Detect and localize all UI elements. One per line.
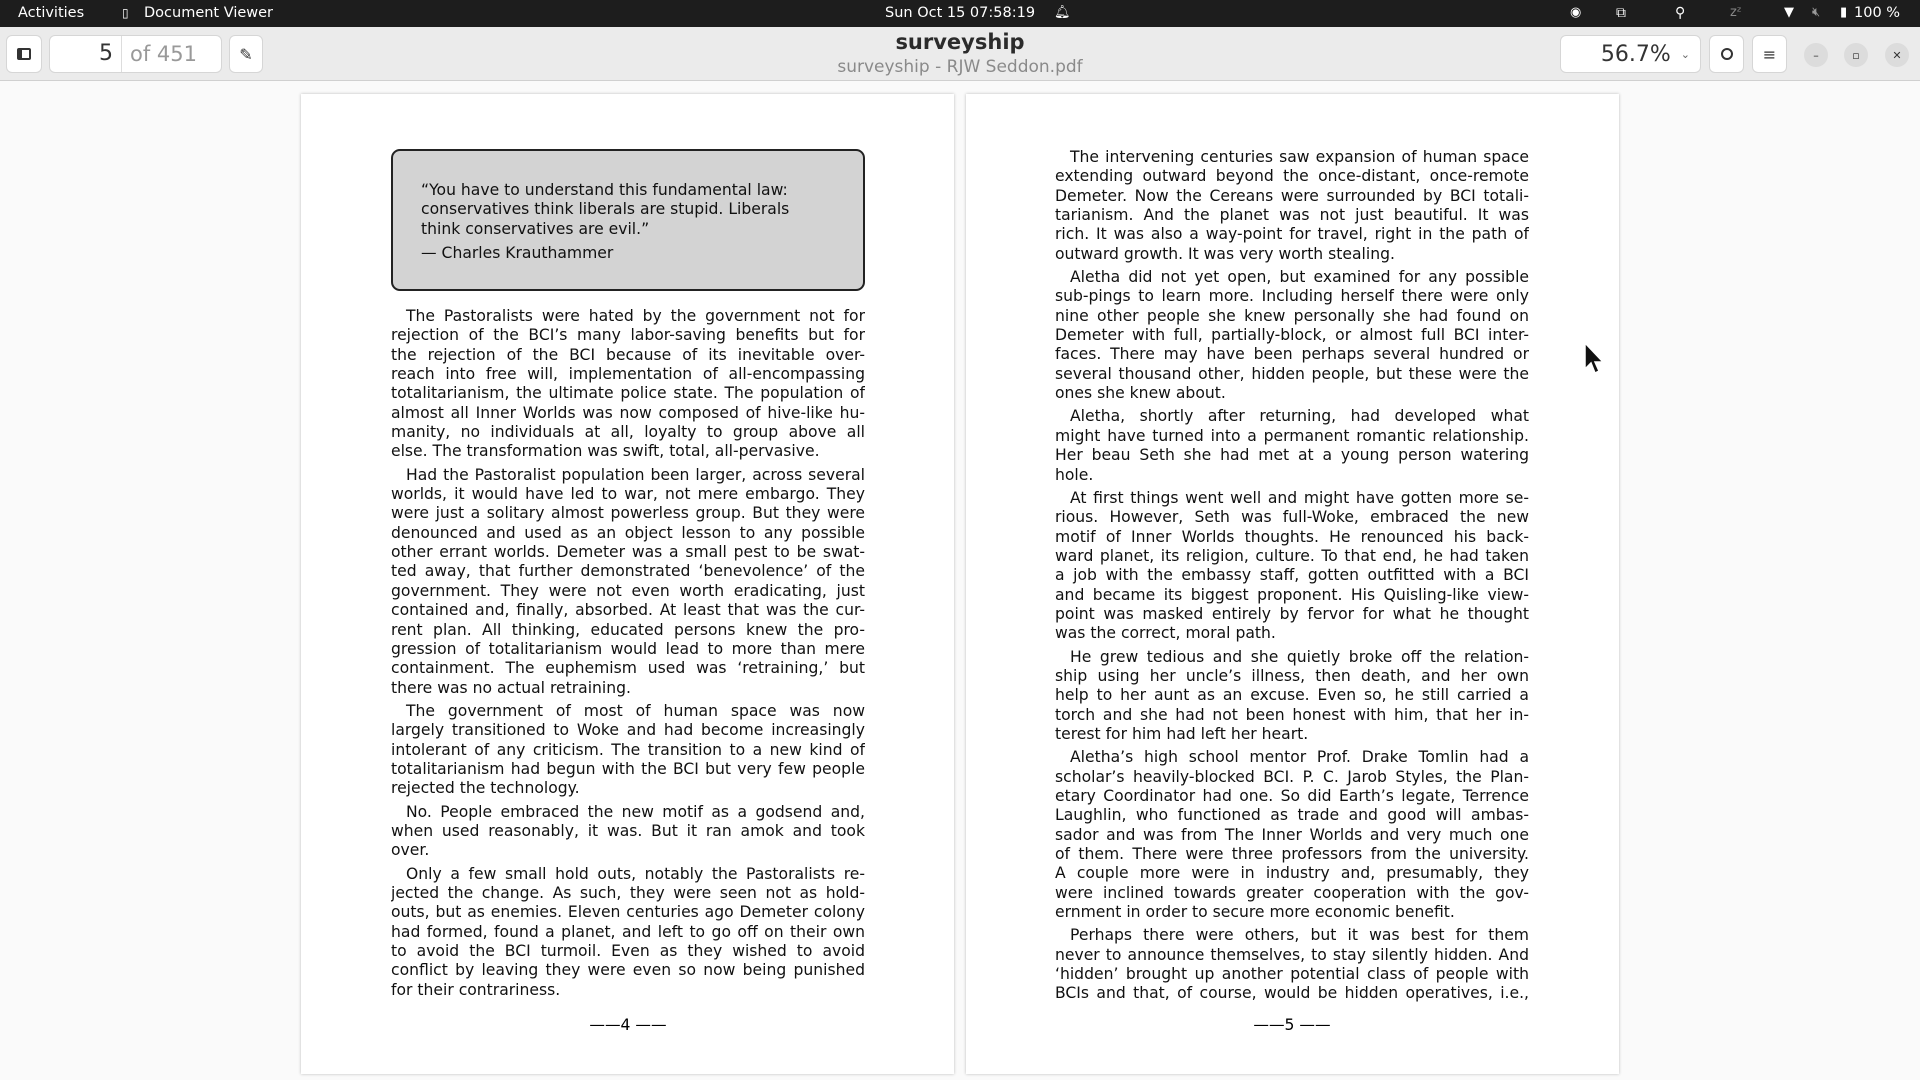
text-line: Had the Pastoralist population been larger, across several <box>406 465 865 484</box>
text-line: ‘hidden’ brought up another potential class of people with <box>1055 965 1529 984</box>
minimize-icon: – <box>1813 48 1819 62</box>
text-line: Aletha’s high school mentor Prof. Drake Tomlin had a <box>1070 748 1529 767</box>
text-line: outward growth. It was very worth stealing. <box>1055 244 1395 263</box>
paragraph <box>1055 926 1529 1003</box>
accessibility-status-icon[interactable]: ◉ <box>1570 5 1582 20</box>
text-line: The Pastoralists were hated by the government not for <box>406 307 865 325</box>
text-line: ward planet, its religion, culture. To that end, he had taken <box>1055 546 1529 565</box>
text-line: rious. However, Seth was full-Woke, embraced the new <box>1055 508 1529 527</box>
text-line: denounced and used as an object lesson to any possible <box>391 523 865 542</box>
text-line: rejection of the BCI’s many labor-saving benefits but for <box>391 326 865 345</box>
paragraph <box>1055 148 1529 264</box>
text-line: No. People embraced the new motif as a godsend and, <box>406 802 865 821</box>
paragraph <box>391 865 865 1000</box>
paragraph <box>391 466 865 698</box>
text-line: had formed, found a planet, and left to go off on their own <box>391 922 865 941</box>
text-line: other errant worlds. Demeter was a small pest to be swat- <box>391 543 865 562</box>
text-line: A couple more were in industry and, presumably, they <box>1055 864 1529 883</box>
text-line: scholar’s heavily-blocked BCI. P. C. Jarob Styles, the Plan- <box>1055 767 1529 786</box>
quote-line: conservatives think liberals are stupid. Liberals <box>421 200 790 219</box>
pencil-icon: ✎ <box>239 44 253 64</box>
paragraph <box>1055 489 1529 644</box>
paragraph <box>1055 268 1529 403</box>
document-title: surveyship <box>895 30 1025 54</box>
page-4-text <box>391 307 865 1004</box>
paragraph <box>391 307 865 462</box>
page-number-footer: ——5 —— <box>1253 1016 1331 1034</box>
activities-button[interactable]: Activities <box>18 5 85 21</box>
text-line: rejected the technology. <box>391 779 580 798</box>
text-line: sub-pings to learn more. Including herself there were only <box>1055 287 1529 306</box>
text-line: Aletha did not yet open, but examined for any possible <box>1070 268 1529 287</box>
text-line: containment. The euphemism used was ‘retraining,’ but <box>391 659 865 678</box>
battery-icon[interactable]: ▮ <box>1840 5 1848 20</box>
paragraph <box>1055 748 1529 922</box>
epigraph-box <box>391 149 865 291</box>
zoom-level: 56.7% <box>1600 41 1671 67</box>
text-line: terest for him had left her heart. <box>1055 724 1309 743</box>
text-line: of them. There were three professors from the university. <box>1055 845 1529 864</box>
text-line: totalitarianism had begun with the BCI but very few people <box>391 759 865 778</box>
text-line: government. They were not even worth eradicating, just <box>391 581 865 600</box>
quote-line: think conservatives are evil.” <box>421 219 650 238</box>
quote-author: — Charles Krauthammer <box>421 243 614 262</box>
mouse-cursor-icon <box>1583 341 1607 377</box>
notification-bell-icon[interactable]: 🔔︎ <box>1054 5 1071 20</box>
volume-muted-icon[interactable]: 🔇︎ <box>1812 5 1821 20</box>
text-line: reach into free will, implementation of all-encompassing <box>391 365 865 384</box>
text-line: almost all Inner Worlds was now composed of hive-like hu- <box>391 403 865 422</box>
text-line: He grew tedious and she quietly broke off the relation- <box>1070 647 1529 666</box>
header-bar <box>0 27 1920 81</box>
text-line: outs, but as enemies. Eleven centuries ago Demeter colony <box>391 903 865 922</box>
extension-icon[interactable]: ⧉ <box>1616 5 1626 21</box>
text-line: At first things went well and might have gotten more se- <box>1070 488 1529 507</box>
text-line: ted away, that further demonstrated ‘benevolence’ of the <box>391 562 865 581</box>
text-line: Aletha, shortly after returning, had developed what <box>1070 407 1529 426</box>
paragraph <box>391 803 865 861</box>
chevron-down-icon: ⌄ <box>1680 47 1690 61</box>
page-number-footer: ——4 —— <box>589 1016 667 1034</box>
page-5 <box>966 94 1619 1074</box>
text-line: nine other people she knew personally she had found on <box>1055 306 1529 325</box>
text-line: conflict by leaving they were even so now being punished <box>391 961 865 980</box>
text-line: extending outward beyond the once-distant, once-remote <box>1055 167 1529 186</box>
text-line: sador and was from The Inner Worlds and very much one <box>1055 825 1529 844</box>
close-button[interactable] <box>1885 43 1909 67</box>
text-line: Perhaps there were others, but it was best for them <box>1070 926 1529 945</box>
page-5-text <box>1055 148 1529 1008</box>
text-line: totalitarianism, the ultimate police state. The population of <box>391 384 865 403</box>
accessibility-icon[interactable]: ⚲ <box>1675 5 1686 21</box>
text-line: rent plan. All thinking, educated persons knew the pro- <box>391 620 865 639</box>
text-line: manity, no individuals at all, loyalty to group above all <box>391 423 865 442</box>
paragraph <box>1055 648 1529 745</box>
text-line: to avoid the BCI turmoil. Even as they wished to avoid <box>391 942 865 960</box>
maximize-button[interactable] <box>1844 43 1868 67</box>
text-line: hole. <box>1055 465 1094 484</box>
text-line: Laughlin, who functioned as trade and good will ambas- <box>1055 806 1529 825</box>
battery-percent: 100 % <box>1854 5 1901 21</box>
text-line: torch and she had not been honest with him, that her in- <box>1055 705 1529 724</box>
text-line: BCIs and that, of course, would be hidden operatives, i.e., <box>1055 984 1529 1003</box>
search-button[interactable] <box>1709 35 1744 73</box>
text-line: never to announce themselves, to stay silently hidden. And <box>1055 945 1529 964</box>
text-line: ones she knew about. <box>1055 384 1226 403</box>
text-line: etary Coordinator had one. So did Earth’s legate, Terrence <box>1055 787 1529 805</box>
text-line: Demeter. Now the Cereans were surrounded by BCI totali- <box>1055 186 1529 205</box>
text-line: Only a few small hold outs, notably the Pastoralists re- <box>406 864 865 883</box>
text-line: worlds, it would have led to war, not mere embargo. They <box>391 485 865 504</box>
text-line: when used reasonably, it was. But it ran amok and took <box>391 821 865 840</box>
sleep-icon[interactable]: zᶻ <box>1730 5 1742 20</box>
main-menu-button[interactable] <box>1752 35 1787 73</box>
text-line: Demeter with full, partially-block, or almost full BCI inter- <box>1055 326 1529 345</box>
text-line: gression of totalitarianism would lead to more than mere <box>391 639 865 658</box>
text-line: help to her aunt as an excuse. Even so, he still carried a <box>1055 686 1529 705</box>
zoom-selector[interactable] <box>1560 35 1701 73</box>
text-line: for their contrariness. <box>391 980 561 999</box>
app-menu[interactable]: Document Viewer <box>144 5 274 21</box>
document-view[interactable] <box>0 82 1920 1080</box>
text-line: the rejection of the BCI because of its inevitable over- <box>391 345 865 364</box>
text-line: tarianism. And the planet was not just beautiful. It was <box>1055 206 1529 225</box>
quote-line: “You have to understand this fundamental law: <box>421 181 788 199</box>
paragraph <box>391 702 865 799</box>
text-line: intolerant of any criticism. The transition to a new kind of <box>391 740 865 759</box>
minimize-button[interactable] <box>1804 43 1828 67</box>
text-line: contained and, finally, absorbed. At least that was the cur- <box>391 601 865 620</box>
text-line: several thousand other, hidden people, but these were the <box>1055 364 1529 383</box>
text-line: ernment in order to secure more economic benefit. <box>1055 903 1455 922</box>
text-line: there was no actual retraining. <box>391 678 631 697</box>
search-icon <box>1721 48 1733 60</box>
system-top-bar <box>0 0 1920 27</box>
page-4 <box>301 94 954 1074</box>
close-icon: ✕ <box>1892 48 1902 62</box>
page-number-input[interactable]: 5 <box>50 36 122 72</box>
text-line: motif of Inner Worlds thoughts. He renounced his back- <box>1055 527 1529 546</box>
page-total: of 451 <box>130 42 197 66</box>
paragraph <box>1055 407 1529 484</box>
text-line: ship using her uncle’s illness, then death, and her own <box>1055 666 1529 685</box>
text-line: else. The transformation was swift, total, all-pervasive. <box>391 442 820 461</box>
text-line: and became its biggest proponent. His Quisling-like view- <box>1055 585 1529 604</box>
text-line: The intervening centuries saw expansion of human space <box>1070 148 1529 166</box>
hamburger-menu-icon: ≡ <box>1762 44 1777 64</box>
text-line: point was masked entirely by fervor for what he thought <box>1055 604 1529 623</box>
wifi-icon[interactable]: ▼ <box>1784 5 1794 20</box>
document-filename: surveyship - RJW Seddon.pdf <box>837 57 1083 77</box>
text-line: a job with the embassy staff, gotten outfitted with a BCI <box>1055 566 1529 585</box>
text-line: largely transitioned to Woke and had become increasingly <box>391 721 865 740</box>
text-line: faces. There may have been perhaps several hundred or <box>1055 345 1529 364</box>
text-line: The government of most of human space was now <box>406 701 865 720</box>
clock[interactable]: Sun Oct 15 07:58:19 <box>885 5 1036 21</box>
document-viewer-app-icon: ▯ <box>122 6 129 20</box>
restore-icon: ▫ <box>1852 48 1860 62</box>
text-line: over. <box>391 841 430 860</box>
text-line: was the correct, moral path. <box>1055 624 1276 643</box>
text-line: might have turned into a permanent romantic relationship. <box>1055 426 1529 445</box>
text-line: Her beau Seth she had met at a young person watering <box>1055 446 1529 465</box>
text-line: rich. It was also a way-point for travel, right in the path of <box>1055 225 1529 244</box>
text-line: jected the change. As such, they were seen not as hold- <box>391 883 865 902</box>
text-line: were inclined towards greater cooperation with the gov- <box>1055 883 1529 902</box>
text-line: were just a solitary almost powerless group. But they were <box>391 504 865 523</box>
